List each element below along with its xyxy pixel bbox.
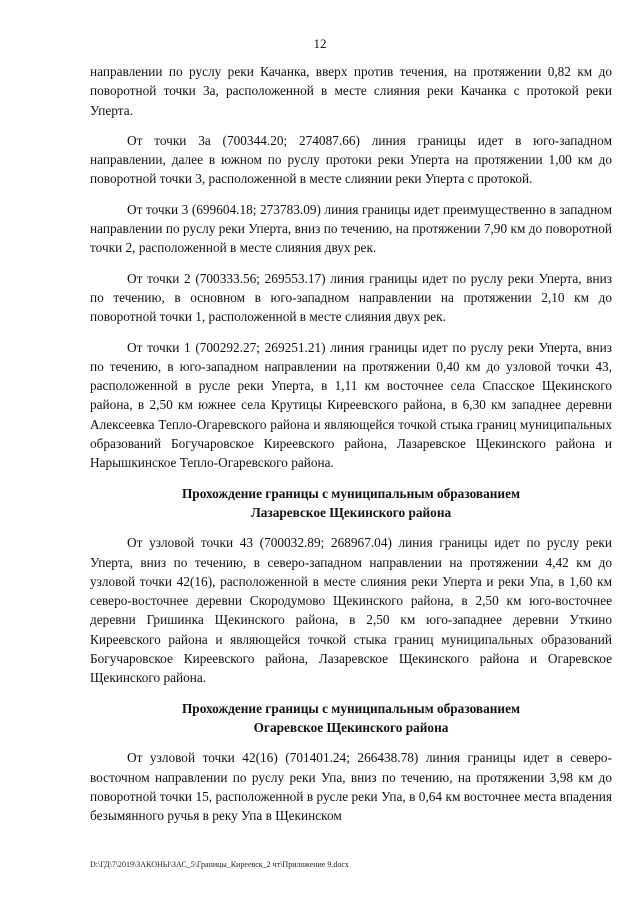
section-heading-lazarevskoe <box>90 484 612 523</box>
paragraph-node-42-16: От узловой точки 42(16) (701401.24; 266438.78) линия границы идет в северо-восточном направлении по руслу реки Упа, вниз по течению, на протяжении 3,98 км до поворотной точки 15, расположенной в русле реки Упа, в 0,64 км восточнее места впадения безымянного ручья в реку Упа в Щекинском <box>90 750 612 824</box>
heading-line: Лазаревское Щекинского района <box>250 504 452 520</box>
document-body <box>90 62 612 825</box>
section-heading-ogarevskoe <box>90 699 612 738</box>
paragraph-point-2: От точки 2 (700333.56; 269553.17) линия границы идет по руслу реки Уперта, вниз по течению, в основном в юго-западном направлении на протяжении 2,10 км до поворотной точки 1, расположенной в месте слияния двух рек. <box>90 270 612 325</box>
heading-line: Огаревское Щекинского района <box>253 719 449 735</box>
page-number: 12 <box>313 36 327 51</box>
paragraph-point-3: От точки 3 (699604.18; 273783.09) линия границы идет преимущественно в западном направлении по руслу реки Уперта, вниз по течению, на протяжении 7,90 км до поворотной точки 2, расположенной в месте слияния двух рек. <box>90 201 612 256</box>
paragraph-point-3a: От точки 3а (700344.20; 274087.66) линия границы идет в юго-западном направлении, далее в южном по руслу протоки реки Уперта на протяжении 1,00 км до поворотной точки 3, расположенной в месте слиянии реки Уперта с протокой. <box>90 132 612 187</box>
paragraph-node-43: От узловой точки 43 (700032.89; 268967.04) линия границы идет по руслу реки Уперта, вниз по течению, в северо-западном направлении на протяжении 4,42 км до узловой точки 42(16), расположенной в месте слияния реки Уперта и реки Упа, в 1,60 км северо-восточнее деревни Скородумово Щекинского района, в 2,50 км юго-восточнее деревни Гришинка Щекинского района, в 2,50 км юго-западнее деревни Уткино Киреевского района и являющейся точкой стыка границ муниципальных образований Богучаровское Киреевского района, Лазаревское Щекинского района и Огаревское Щекинского района. <box>90 535 612 686</box>
paragraph-point-1: От точки 1 (700292.27; 269251.21) линия границы идет по руслу реки Уперта, вниз по течению, в юго-западном направлении на протяжении 0,40 км до узловой точки 43, расположенной в русле реки Уперта, в 1,11 км восточнее села Спасское Щекинского района, в 2,50 км южнее села Крутицы Киреевского района, в 6,30 км западнее деревни Алексеевка Тепло-Огаревского района и являющейся точкой стыка границ муниципальных образований Богучаровское Киреевского района, Лазаревское Щекинского района и Нарышкинское Тепло-Огаревского района. <box>90 339 612 471</box>
heading-line: Прохождение границы с муниципальным образованием <box>181 485 521 501</box>
paragraph-continuation: направлении по руслу реки Качанка, вверх против течения, на протяжении 0,82 км до поворотной точки 3а, расположенной в месте слияния реки Качанка с протокой реки Уперта. <box>90 64 612 118</box>
heading-line: Прохождение границы с муниципальным образованием <box>181 700 521 716</box>
footer-file-path: D:\ГД\7\2019\ЗАКОНЫ\ЗАС_5\Границы_Киреевск_2 чт\Приложение 9.docx <box>90 860 349 869</box>
